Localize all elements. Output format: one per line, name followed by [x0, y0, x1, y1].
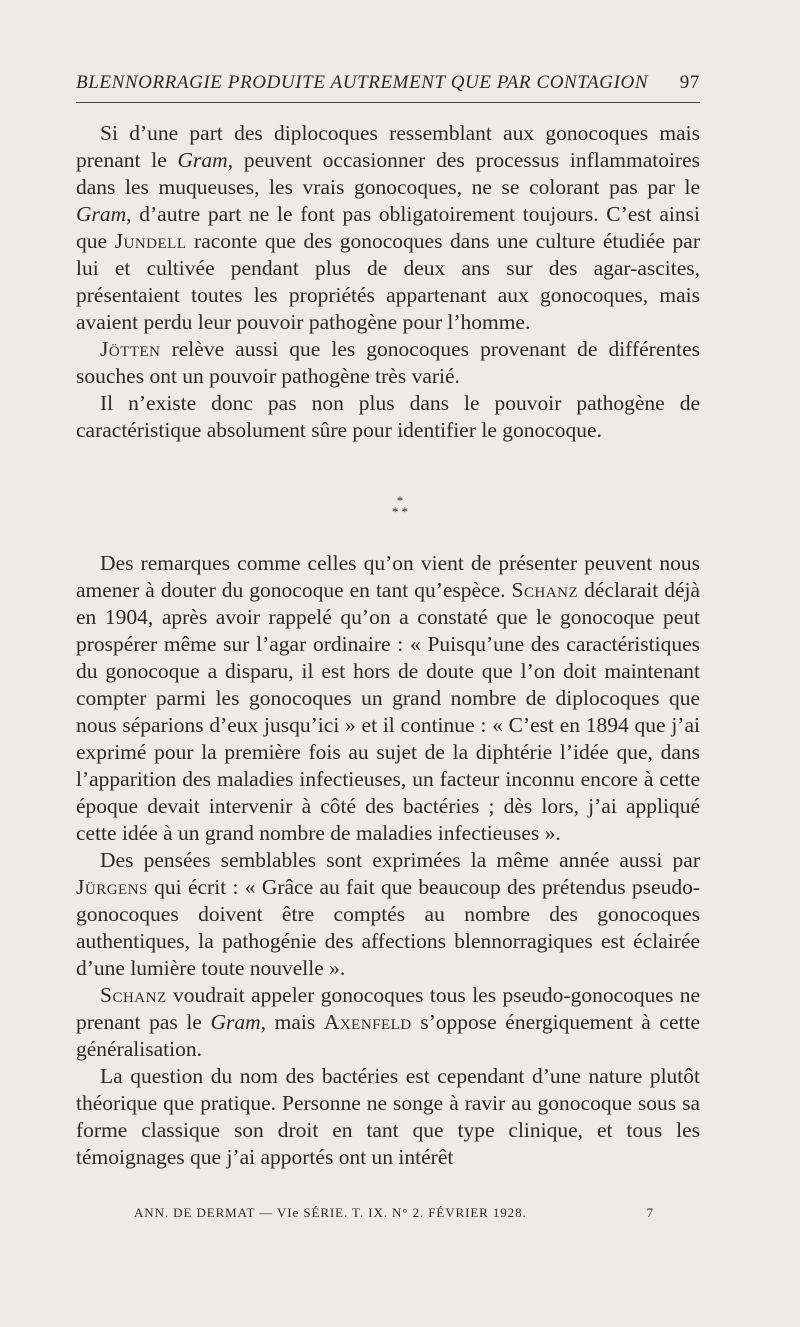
- paragraph-4: Des remarques comme celles qu’on vient de présenter peuvent nous amener à douter du gonocoque en tant qu’espèce. Schanz déclarait déjà en 1904, après avoir rappelé qu’on a constaté que le gonocoque peut prospérer même sur l’agar ordinaire : « Puisqu’une des caractéristiques du gonocoque a disparu, il est hors de doute que l’on doit maintenant compter parmi les gonocoques un grand nombre de diplocoques que nous séparions d’eux jusqu’ici » et il continue : « C’est en 1894 que j’ai exprimé pour la première fois au sujet de la diphtérie l’idée que, dans l’apparition des maladies infectieuses, un facteur inconnu encore à cette époque devait intervenir à côté des bactéries ; dès lors, j’ai appliqué cette idée à un grand nombre de maladies infectieuses ».: [76, 551, 701, 845]
- author-name: Jötten: [100, 337, 161, 361]
- signature-mark: 7: [646, 1205, 654, 1220]
- section-asterism: * * *: [391, 493, 409, 519]
- running-title: BLENNORRAGIE PRODUITE AUTREMENT QUE PAR CONTAGION: [76, 72, 649, 93]
- author-name: Jundell: [114, 229, 187, 253]
- author-name: Schanz: [100, 983, 167, 1007]
- paragraph-6: Schanz voudrait appeler gonocoques tous les pseudo-gonocoques ne prenant pas le Gram, mais Axenfeld s’oppose énergiquement à cette généralisation.: [76, 983, 700, 1061]
- paragraph-7: La question du nom des bactéries est cependant d’une nature plutôt théorique que pratique. Personne ne songe à ravir au gonocoque sous sa forme classique son droit en tant que type clinique, et tous les témoignages que j’ai apportés ont un intérêt: [76, 1064, 700, 1169]
- author-name: Schanz: [511, 578, 579, 602]
- page-footer: [134, 1205, 654, 1221]
- text-block-bottom: [76, 550, 700, 1171]
- journal-citation: ANN. DE DERMAT — VIe SÉRIE. T. IX. N° 2. FÉVRIER 1928.: [134, 1205, 527, 1220]
- header-rule: [76, 102, 700, 103]
- paragraph-3: Il n’existe donc pas non plus dans le pouvoir pathogène de caractéristique absolument sûre pour identifier le gonocoque.: [76, 391, 700, 442]
- page-number: 97: [679, 72, 700, 93]
- running-header: [76, 72, 700, 94]
- text-block-top: [76, 120, 700, 444]
- author-name: Axenfeld: [323, 1010, 412, 1034]
- paragraph-2: Jötten relève aussi que les gonocoques provenant de différentes souches ont un pouvoir pathogène très varié.: [76, 337, 700, 388]
- author-name: Jürgens: [76, 875, 148, 899]
- paragraph-5: Des pensées semblables sont exprimées la même année aussi par Jürgens qui écrit : « Grâce au fait que beaucoup des prétendus pseudo-gonocoques doivent être comptés au nombre des gonocoques authentiques, la pathogénie des affections blennorragiques est éclairée d’une lumière toute nouvelle ».: [76, 848, 700, 980]
- paragraph-1: Si d’une part des diplocoques ressemblant aux gonocoques mais prenant le Gram, peuvent occasionner des processus inflammatoires dans les muqueuses, les vrais gonocoques, ne se colorant pas par le Gram, d’autre part ne le font pas obligatoirement toujours. C’est ainsi que Jundell raconte que des gonocoques dans une culture étudiée par lui et cultivée pendant plus de deux ans sur des agar-ascites, présentaient toutes les propriétés appartenant aux gonocoques, mais avaient perdu leur pouvoir pathogène pour l’homme.: [76, 121, 700, 334]
